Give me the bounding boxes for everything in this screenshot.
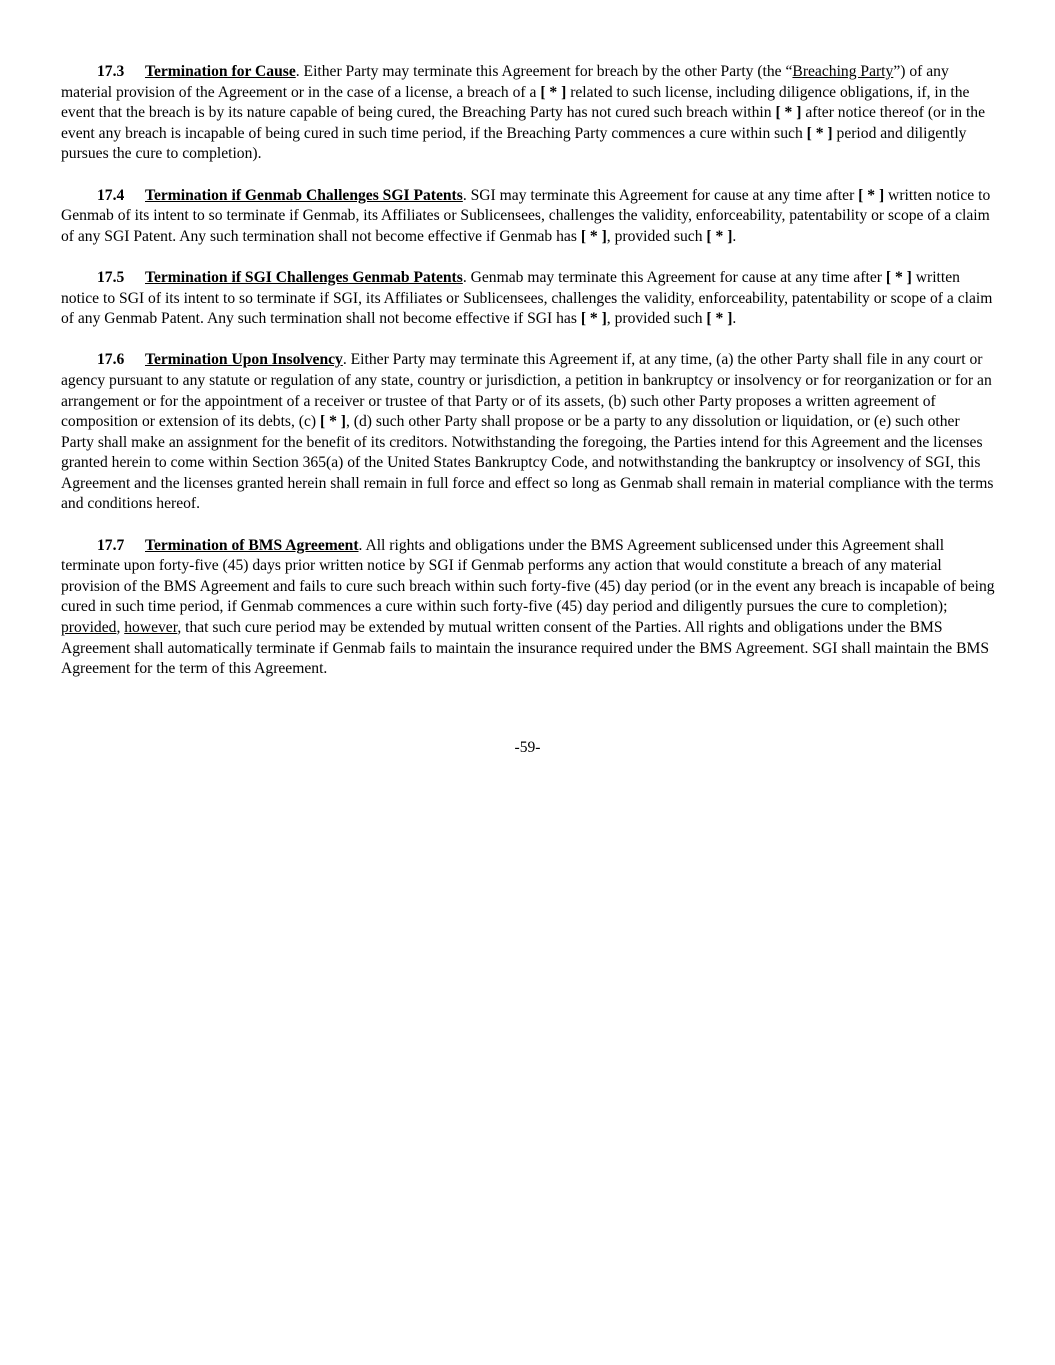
redaction-mark: [ * ] [806, 124, 833, 142]
section-text: , [116, 619, 125, 637]
redaction-mark: [ * ] [540, 83, 567, 101]
section-text: ”) of any material provision of the Agreement or in the case of a license, a breach of a [61, 63, 949, 101]
section-text: . Genmab may terminate this Agreement for cause at any time after [462, 268, 886, 286]
however-term: however [124, 619, 178, 637]
section-text: written notice to SGI of its intent to so terminate if SGI, its Affiliates or Sublicensees, challenges the validity, enforceability, patentability or scope of a claim of any Genmab Patent. Any such termination shall not become effective if SGI has [61, 268, 993, 328]
section-text: , provided such [606, 310, 707, 328]
section-17-4 [61, 186, 996, 248]
section-heading: Termination if SGI Challenges Genmab Patents [145, 268, 463, 286]
section-heading: Termination Upon Insolvency [145, 351, 343, 369]
section-number: 17.4 [97, 186, 125, 204]
section-text: . Either Party may terminate this Agreement for breach by the other Party (the “ [295, 63, 793, 80]
section-17-7 [61, 536, 996, 680]
section-text: period and diligently pursues the cure to completion). [61, 124, 967, 163]
section-text: after notice thereof (or in the event any breach is incapable of being cured in such time period, if the Breaching Party commences a cure within such [61, 104, 986, 142]
section-heading: Termination for Cause [145, 63, 296, 80]
section-text: . [732, 227, 737, 245]
section-number: 17.3 [97, 63, 125, 80]
section-text: , provided such [606, 227, 707, 245]
redaction-mark: [ * ] [858, 186, 885, 204]
defined-term: Breaching Party [792, 63, 894, 80]
section-text: written notice to Genmab of its intent to so terminate if Genmab, its Affiliates or Sublicensees, challenges the validity, enforceability, patentability or scope of a claim of any SGI Patent. Any such termination shall not become effective if Genmab has [61, 186, 991, 245]
redaction-mark: [ * ] [580, 227, 607, 245]
redaction-mark: [ * ] [706, 310, 733, 328]
section-text: . All rights and obligations under the BMS Agreement sublicensed under this Agreement shall terminate upon forty-five (45) days prior written notice by SGI if Genmab performs any action that would constitute a breach of any material provision of the BMS Agreement and fails to cure such breach within such forty-five (45) day period (or in the event any breach is incapable of being cured in such time period, if Genmab commences a cure within such forty-five (45) day period and diligently pursues the cure to completion); [61, 536, 995, 616]
document-page [61, 62, 996, 700]
section-text: related to such license, including diligence obligations, if, in the event that the breach is by its nature capable of being cured, the Breaching Party has not cured such breach within [61, 83, 970, 122]
section-17-3 [61, 62, 996, 165]
section-text: , that such cure period may be extended by mutual written consent of the Parties. All rights and obligations under the BMS Agreement shall automatically terminate if Genmab fails to maintain the insurance required under the BMS Agreement. SGI shall maintain the BMS Agreement for the term of this Agreement. [61, 619, 990, 678]
redaction-mark: [ * ] [885, 268, 912, 286]
section-17-6 [61, 350, 996, 515]
section-number: 17.7 [97, 536, 125, 554]
section-text: . SGI may terminate this Agreement for cause at any time after [462, 186, 859, 204]
section-heading: Termination if Genmab Challenges SGI Patents [145, 186, 463, 204]
section-number: 17.5 [97, 268, 125, 286]
redaction-mark: [ * ] [775, 104, 802, 122]
page-number: -59- [514, 739, 541, 756]
redaction-mark: [ * ] [706, 227, 733, 245]
section-text: . Either Party may terminate this Agreement if, at any time, (a) the other Party shall file in any court or agency pursuant to any statute or regulation of any state, country or jurisdiction, a petition in bankruptcy or insolvency or for reorganization or for an arrangement or for the appointment of a receiver or trustee of that Party or of its assets, (b) such other Party proposes a written agreement of composition or extension of its debts, (c) [61, 351, 992, 431]
redaction-mark: [ * ] [580, 310, 607, 328]
section-heading: Termination of BMS Agreement [145, 536, 359, 554]
section-number: 17.6 [97, 351, 125, 369]
section-text: , (d) such other Party shall propose or be a party to any dissolution or liquidation, or (e) such other Party shall make an assignment for the benefit of its creditors. Notwithstanding the foregoing, the Parties intend for this Agreement and the licenses granted herein to come within Section 365(a) of the United States Bankruptcy Code, and notwithstanding the bankruptcy or insolvency of SGI, this Agreement and the licenses granted herein shall remain in full force and effect so long as Genmab shall remain in material compliance with the terms and conditions hereof. [61, 413, 994, 513]
section-17-5 [61, 268, 996, 330]
provided-term: provided [61, 619, 117, 637]
section-text: . [732, 310, 737, 328]
redaction-mark: [ * ] [320, 413, 346, 431]
